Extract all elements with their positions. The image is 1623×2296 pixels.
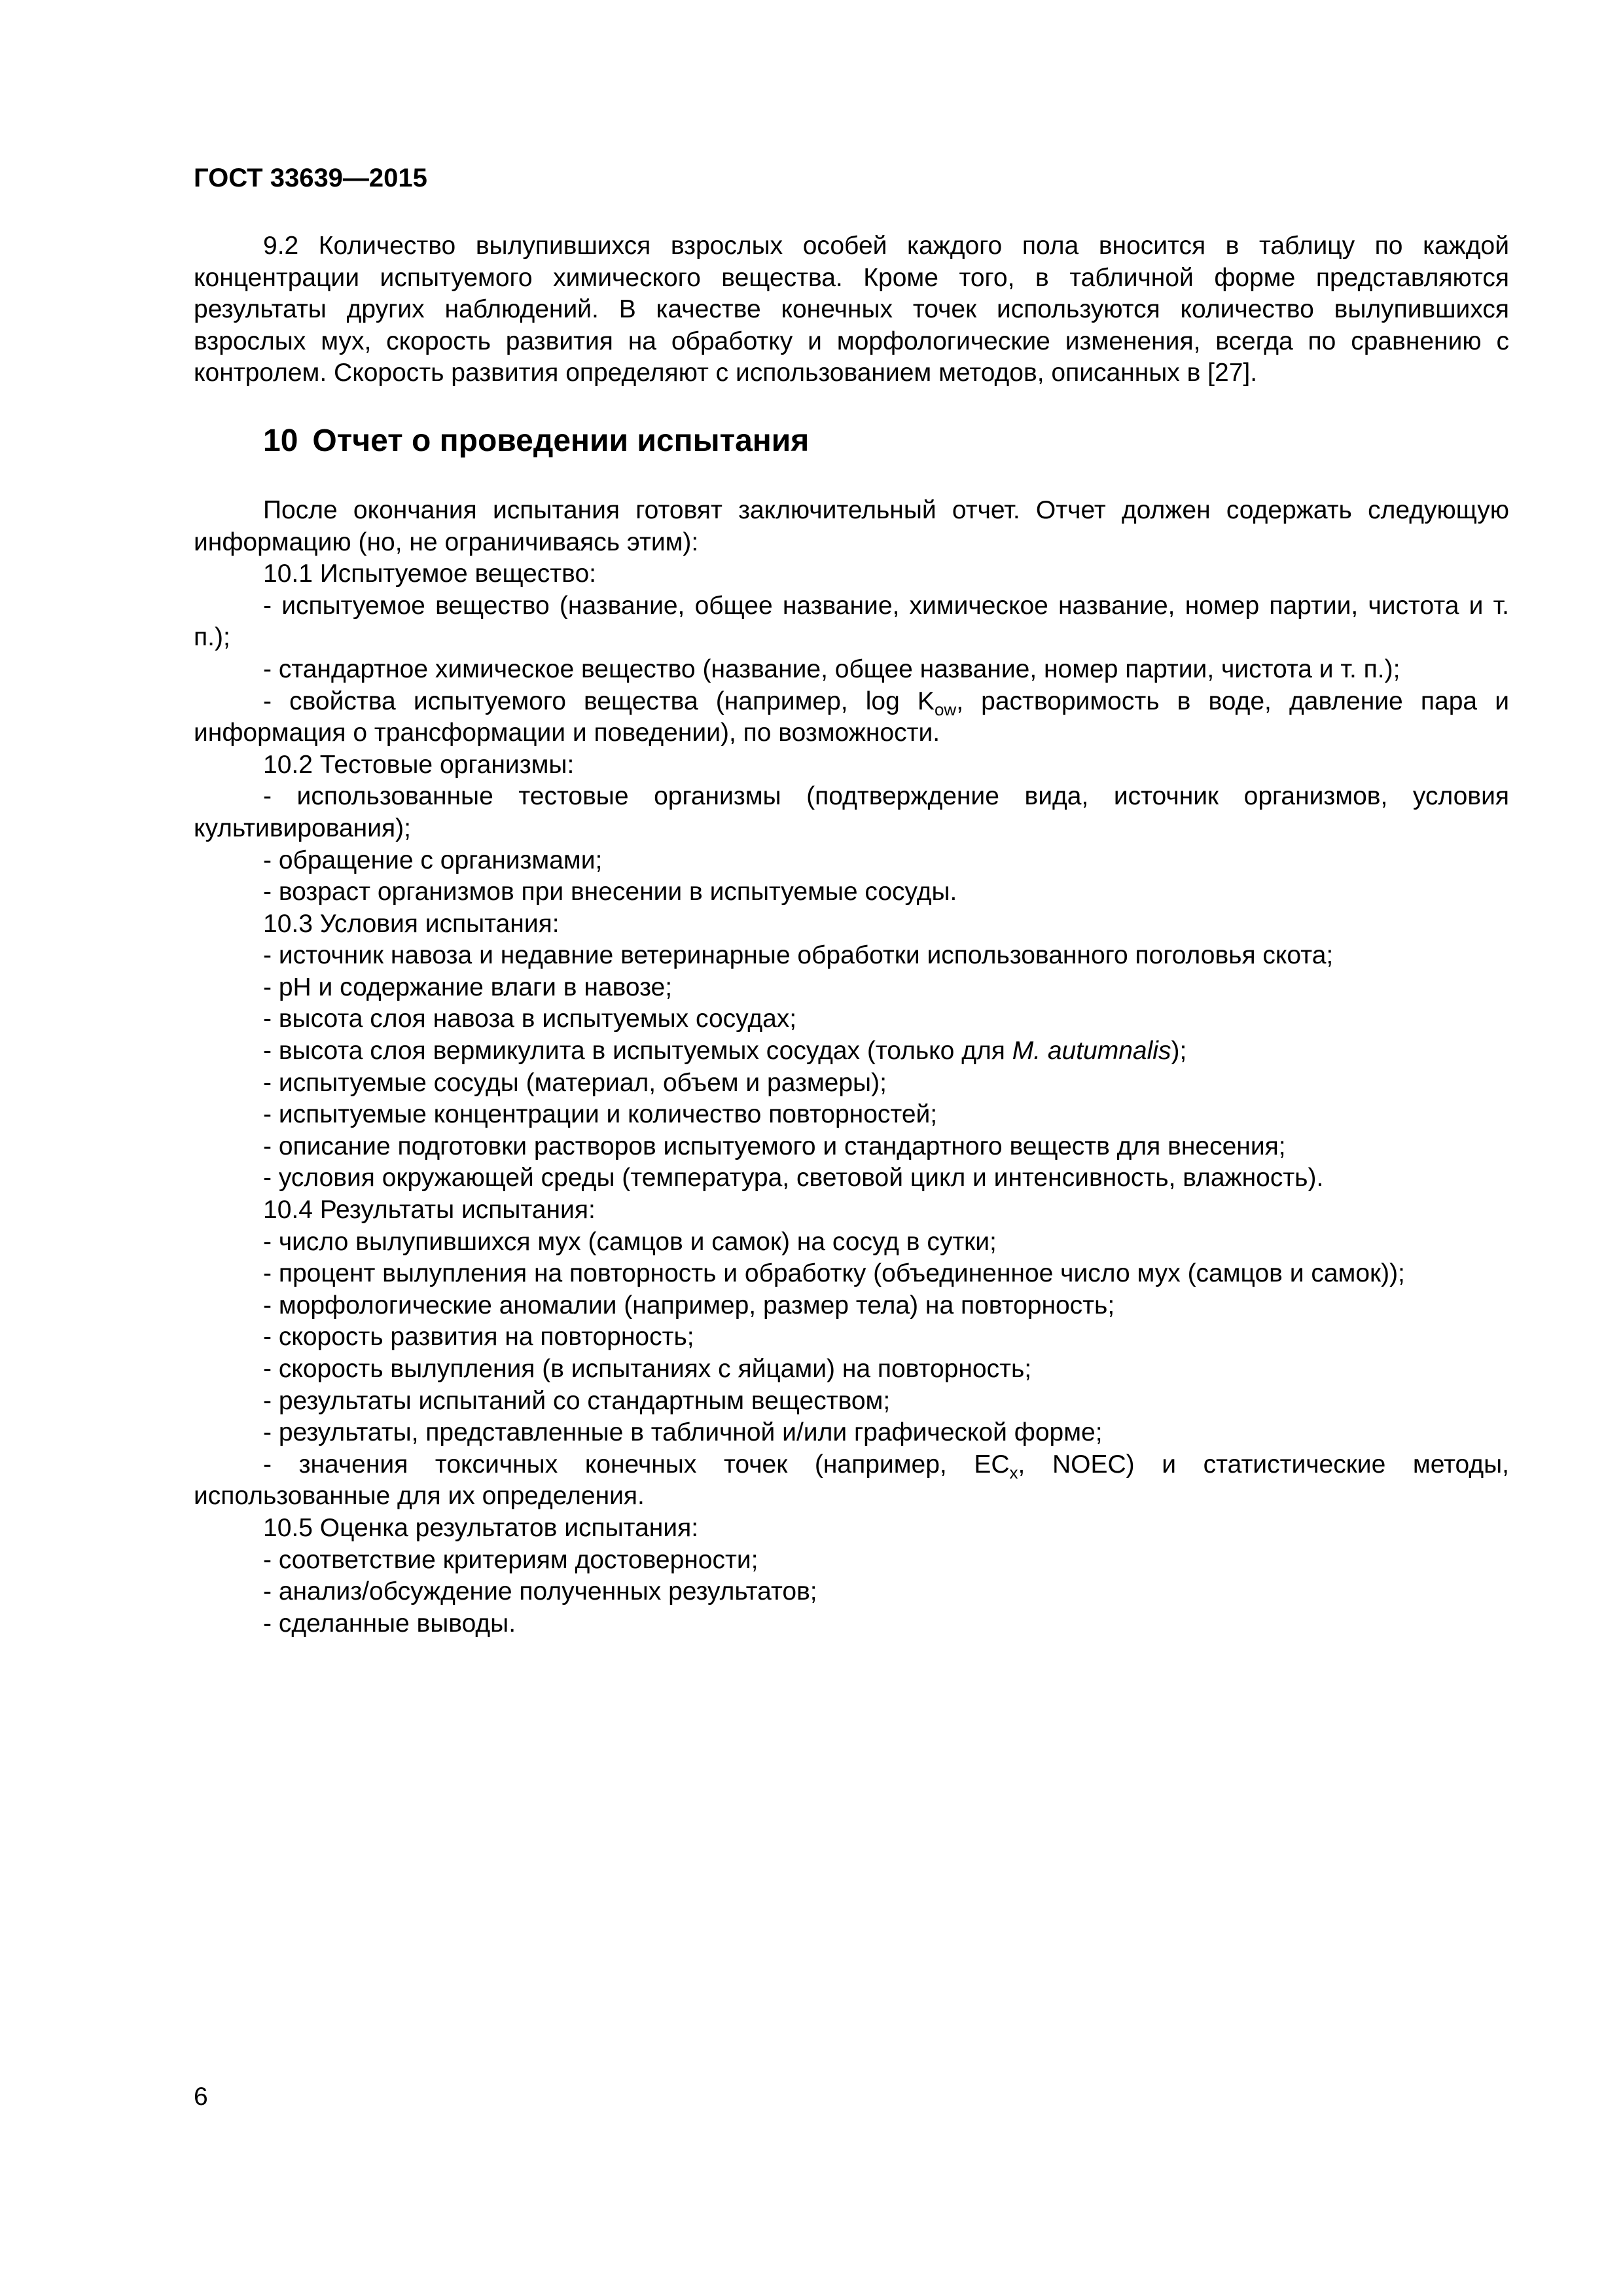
list-item <box>194 1035 1509 1067</box>
list-item: - скорость развития на повторность; <box>263 1323 694 1352</box>
list-item: - результаты, представленные в табличной и/или графической форме; <box>263 1418 1103 1447</box>
list-item <box>194 686 1509 749</box>
list-item-text: - значения токсичных конечных точек (например, EC <box>263 1450 1010 1479</box>
list-item: - испытуемые сосуды (материал, объем и размеры); <box>263 1068 887 1097</box>
section-10-intro: После окончания испытания готовят заключительный отчет. Отчет должен содержать следующую информацию (но, не ограничиваясь этим): <box>194 495 1509 556</box>
list-item: - анализ/обсуждение полученных результатов; <box>263 1577 817 1606</box>
subsection-heading-10-1: 10.1 Испытуемое вещество: <box>263 560 596 588</box>
subsection-heading-10-4: 10.4 Результаты испытания: <box>263 1196 596 1225</box>
subsection-heading-10-2: 10.2 Тестовые организмы: <box>263 750 575 779</box>
list-item: - испытуемые концентрации и количество повторностей; <box>263 1100 938 1129</box>
list-item: - соответствие критериям достоверности; <box>263 1545 758 1574</box>
list-item: - морфологические аномалии (например, размер тела) на повторность; <box>263 1291 1115 1319</box>
section-title-text: Отчет о проведении испытания <box>312 423 810 458</box>
list-item: - использованные тестовые организмы (подтверждение вида, источник организмов, условия культивирования); <box>194 782 1509 842</box>
list-item: - возраст организмов при внесении в испытуемые сосуды. <box>263 878 957 906</box>
list-item: - стандартное химическое вещество (название, общее название, номер партии, чистота и т. п.); <box>263 655 1400 683</box>
section-heading-10 <box>194 423 1509 459</box>
document-header: ГОСТ 33639—2015 <box>194 164 427 192</box>
list-item: - испытуемое вещество (название, общее название, химическое название, номер партии, чистота и т. п.); <box>194 591 1509 652</box>
list-item-text: - высота слоя вермикулита в испытуемых сосудах (только для <box>263 1037 1012 1066</box>
list-item: - сделанные выводы. <box>263 1609 516 1638</box>
list-item: - источник навоза и недавние ветеринарные обработки использованного поголовья скота; <box>263 941 1334 970</box>
page-number: 6 <box>194 2083 208 2111</box>
section-number: 10 <box>263 423 298 458</box>
subscript: x <box>1009 1462 1018 1482</box>
list-item: - условия окружающей среды (температура, световой цикл и интенсивность, влажность). <box>263 1164 1324 1193</box>
subscript: ow <box>934 699 957 719</box>
list-item-text: - свойства испытуемого вещества (например, log K <box>263 687 935 715</box>
list-item: - число вылупившихся мух (самцов и самок) на сосуд в сутки; <box>263 1227 997 1256</box>
list-item-text: , NOEC) и статистические методы, использованные для их определения. <box>194 1450 1509 1511</box>
page-body <box>194 230 1509 1640</box>
list-item <box>194 1449 1509 1513</box>
list-item: - pH и содержание влаги в навозе; <box>263 973 673 1001</box>
subsection-heading-10-3: 10.3 Условия испытания: <box>263 909 560 938</box>
list-item: - процент вылупления на повторность и обработку (объединенное число мух (самцов и самок)); <box>263 1259 1405 1288</box>
paragraph-9-2: 9.2 Количество вылупившихся взрослых особей каждого пола вносится в таблицу по каждой концентрации испытуемого химического вещества. Кроме того, в табличной форме представляются результаты других наблюдений. В качестве конечных точек используются количество вылупившихся взрослых мух, скорость развития на обработку и морфологические изменения, всегда по сравнению с контролем. Скорость развития определяют с использованием методов, описанных в [27]. <box>194 232 1509 387</box>
list-item-text: ); <box>1171 1037 1187 1066</box>
list-item: - высота слоя навоза в испытуемых сосудах; <box>263 1005 797 1033</box>
list-item: - скорость вылупления (в испытаниях с яйцами) на повторность; <box>263 1355 1032 1383</box>
subsection-heading-10-5: 10.5 Оценка результатов испытания: <box>263 1513 699 1542</box>
species-name: M. autumnalis <box>1012 1037 1171 1066</box>
list-item: - описание подготовки растворов испытуемого и стандартного веществ для внесения; <box>263 1132 1286 1160</box>
list-item: - результаты испытаний со стандартным веществом; <box>263 1386 891 1415</box>
list-item: - обращение с организмами; <box>263 846 603 874</box>
list-item-text: , растворимость в воде, давление пара и информация о трансформации и поведении), по возможности. <box>194 687 1509 747</box>
